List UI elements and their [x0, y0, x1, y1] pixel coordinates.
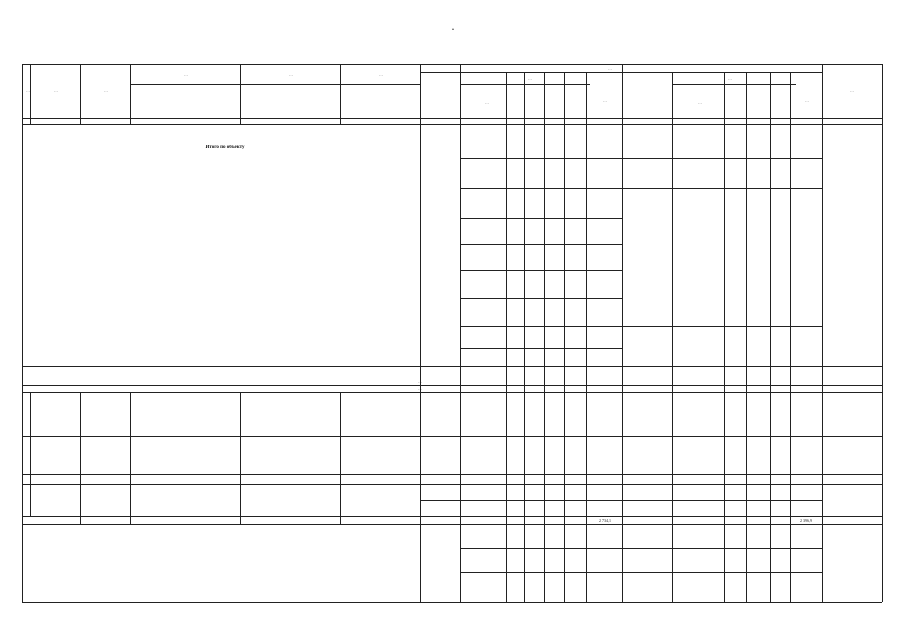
totals-row-line-1 [460, 158, 822, 159]
header-cost-left: … [603, 98, 607, 103]
col-line-6 [420, 64, 421, 602]
col-line-10 [544, 72, 545, 602]
bottom-row-line-2 [460, 572, 822, 573]
header-year-left: … [528, 76, 532, 81]
subsection-line [22, 392, 882, 393]
header-object-length: … [104, 88, 108, 93]
col-line-11 [564, 72, 565, 602]
footer-line [22, 524, 882, 525]
col-line-3 [130, 64, 131, 124]
header-group-2: … [289, 72, 293, 77]
totals-row-line-2 [460, 188, 822, 189]
col-line-13 [622, 64, 623, 602]
section-title: … [418, 379, 422, 384]
bottom-row-line-1 [460, 548, 822, 549]
col-line-12 [586, 72, 587, 602]
totals-row-line-8 [460, 348, 622, 349]
totals-row-line-6 [460, 298, 622, 299]
totals-row-line-5 [460, 270, 622, 271]
body-col-line-3 [130, 392, 131, 524]
summary-line [22, 516, 882, 517]
header-notes: … [850, 88, 854, 93]
header-work-type-left: … [485, 100, 489, 105]
header-group-1: … [184, 72, 188, 77]
header-group-3: … [379, 72, 383, 77]
header-volume-line-right [672, 84, 796, 85]
header-sub-line [130, 84, 420, 85]
header-year-right: … [728, 76, 732, 81]
subsection-title: … [418, 386, 422, 391]
col-line-5 [340, 64, 341, 124]
totals-row-line-4 [460, 244, 622, 245]
header-work-type-right: … [698, 100, 702, 105]
col-line-9 [524, 72, 525, 602]
page-marker: • [452, 28, 454, 33]
object-row-line-3 [22, 484, 882, 485]
col-line-20 [882, 64, 883, 602]
section-break-line [22, 366, 882, 367]
col-line-2 [80, 64, 81, 124]
header-volume-line-left [460, 84, 590, 85]
col-line-4 [240, 64, 241, 124]
col-line-18 [790, 72, 791, 602]
body-col-line-1 [30, 392, 31, 516]
object-row-line-1 [22, 436, 882, 437]
header-bottom-line [22, 118, 882, 119]
body-col-line-4 [240, 392, 241, 524]
footer-total-right: 2 396,9 [800, 518, 812, 523]
object-row-line-4 [420, 500, 822, 501]
footer-total-left: 2 734,1 [599, 518, 611, 523]
col-line-1 [30, 64, 31, 124]
header-cost-right: … [805, 98, 809, 103]
col-line-8 [506, 72, 507, 602]
col-line-16 [746, 72, 747, 602]
header-year-line [420, 72, 822, 73]
body-col-line-2 [80, 392, 81, 524]
header-main-volume: … [608, 66, 612, 71]
object-row-line-2 [22, 474, 882, 475]
totals-row-line-7 [460, 326, 822, 327]
col-line-14 [672, 72, 673, 602]
body-col-line-5 [340, 392, 341, 524]
table-border-top [22, 64, 882, 65]
totals-label: Итого по объекту [205, 145, 245, 150]
header-object-name: … [54, 88, 58, 93]
table-border-bottom [22, 602, 882, 603]
col-line-15 [724, 72, 725, 602]
header-index-row-line [22, 124, 882, 125]
col-line-7 [460, 64, 461, 602]
col-line-19 [822, 64, 823, 602]
col-line-17 [770, 72, 771, 602]
col-line-0 [22, 64, 23, 602]
header-col-number: … [26, 88, 30, 93]
totals-row-line-3 [460, 218, 622, 219]
